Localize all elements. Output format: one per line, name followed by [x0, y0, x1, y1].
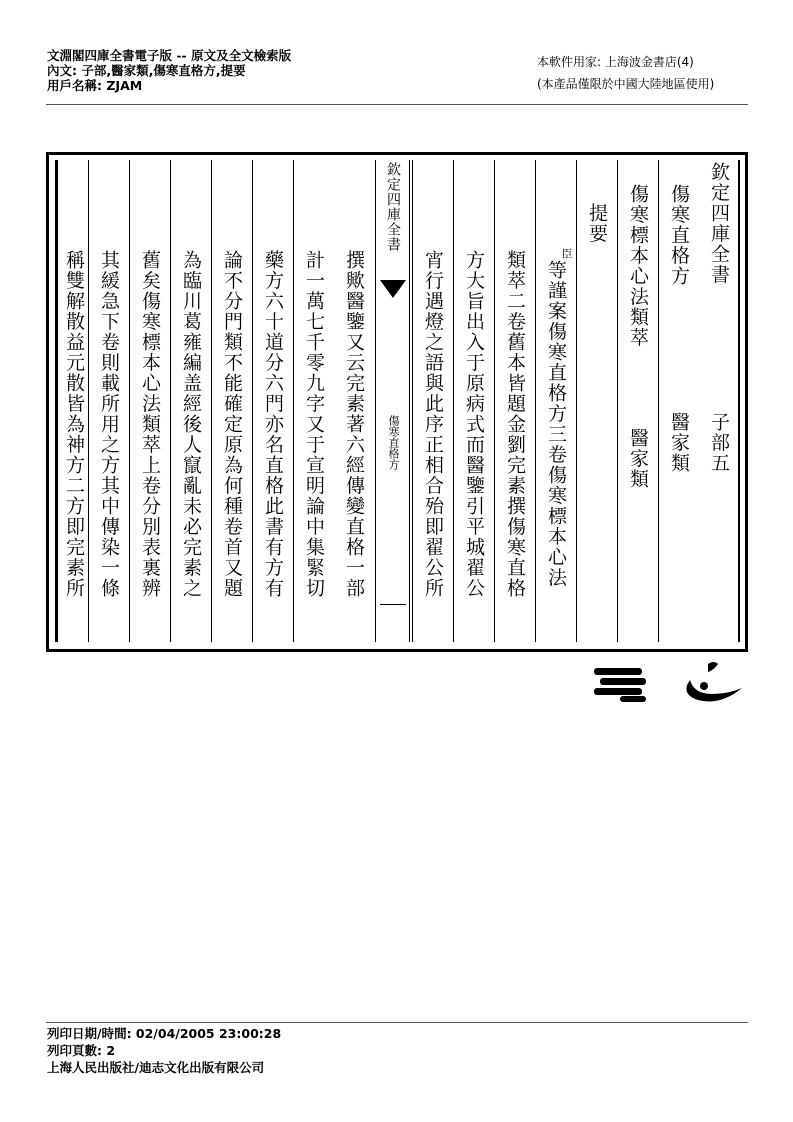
text-column-5: [535, 160, 576, 642]
text-column-3: [617, 160, 658, 642]
body-text-3: 方大旨出入于原病式而醫鑒引平城翟公: [463, 250, 485, 599]
minister-marker: 臣: [560, 248, 573, 259]
header-divider: [46, 104, 748, 105]
work-title-1: 傷寒直格方: [668, 184, 690, 287]
footer-divider: [46, 1022, 748, 1023]
centre-fold-column: [375, 160, 410, 642]
text-column-14: [129, 160, 170, 642]
category-label-2: 醫家類: [627, 428, 649, 490]
header-right: [537, 51, 714, 95]
fold-divider: [380, 604, 406, 605]
body-text-1: 等謹案傷寒直格方三卷傷寒標本心法: [545, 260, 567, 588]
text-column-7: [453, 160, 494, 642]
body-text-10: 舊矣傷寒標本心法類萃上卷分別表裏辨: [139, 250, 161, 599]
text-column-15: [88, 160, 129, 642]
text-column-9: [334, 160, 375, 642]
footer-print-pages: 列印頁數: 2: [47, 1043, 116, 1058]
header-username: 用戶名稱: ZJAM: [47, 78, 143, 93]
fold-book-title: 欽定四庫全書: [385, 162, 401, 252]
text-column-1: [699, 160, 740, 642]
body-text-11: 其緩急下卷則載所用之方其中傳染一條: [98, 250, 120, 599]
body-text-4: 宵行遇燈之語與此序正相合殆即翟公所: [422, 250, 444, 599]
text-column-4: [576, 160, 617, 642]
work-title-2: 傷寒標本心法類萃: [627, 184, 649, 348]
section-label: 子部五: [708, 412, 730, 474]
text-column-12: [211, 160, 252, 642]
text-column-11: [252, 160, 293, 642]
category-label-1: 醫家類: [668, 412, 690, 474]
header-region-notice: (本產品僅限於中國大陸地區使用): [537, 77, 715, 91]
fold-work-title: 傷寒直格方: [387, 415, 400, 470]
body-text-9: 為臨川葛雍編盖經後人竄亂未必完素之: [180, 250, 202, 599]
publisher-logo-icon: [590, 660, 750, 710]
body-text-6: 計一萬七千零九字又于宣明論中集緊切: [303, 250, 325, 599]
footer-publisher: 上海人民出版社/迪志文化出版有限公司: [47, 1060, 265, 1075]
text-column-6: [494, 160, 535, 642]
body-text-5: 撰歟醫鑒又云完素著六經傳變直格一部: [343, 250, 365, 599]
header-content-path: 內文: 子部,醫家類,傷寒直格方,提要: [47, 63, 246, 78]
body-text-2: 類萃二卷舊本皆題金劉完素撰傷寒直格: [504, 250, 526, 599]
header-title: 文淵閣四庫全書電子版 -- 原文及全文檢索版: [47, 48, 292, 63]
header-left: [47, 48, 291, 93]
text-column-13: [170, 160, 211, 642]
text-column-10: [293, 160, 334, 642]
text-column-2: [658, 160, 699, 642]
text-column-8: [412, 160, 453, 642]
tiyao-heading: 提要: [586, 203, 608, 244]
header-licensee: 本軟件用家: 上海波金書店(4): [537, 55, 694, 69]
body-text-8: 論不分門類不能確定原為何種卷首又題: [221, 250, 243, 599]
body-text-12: 稱雙解散益元散皆為神方二方即完素所: [63, 250, 85, 599]
fishtail-mark: [380, 280, 406, 298]
text-column-16: [57, 160, 88, 642]
book-title: 欽定四庫全書: [708, 162, 730, 285]
body-text-7: 藥方六十道分六門亦名直格此書有方有: [262, 250, 284, 599]
footer-print-datetime: 列印日期/時間: 02/04/2005 23:00:28: [47, 1026, 282, 1041]
